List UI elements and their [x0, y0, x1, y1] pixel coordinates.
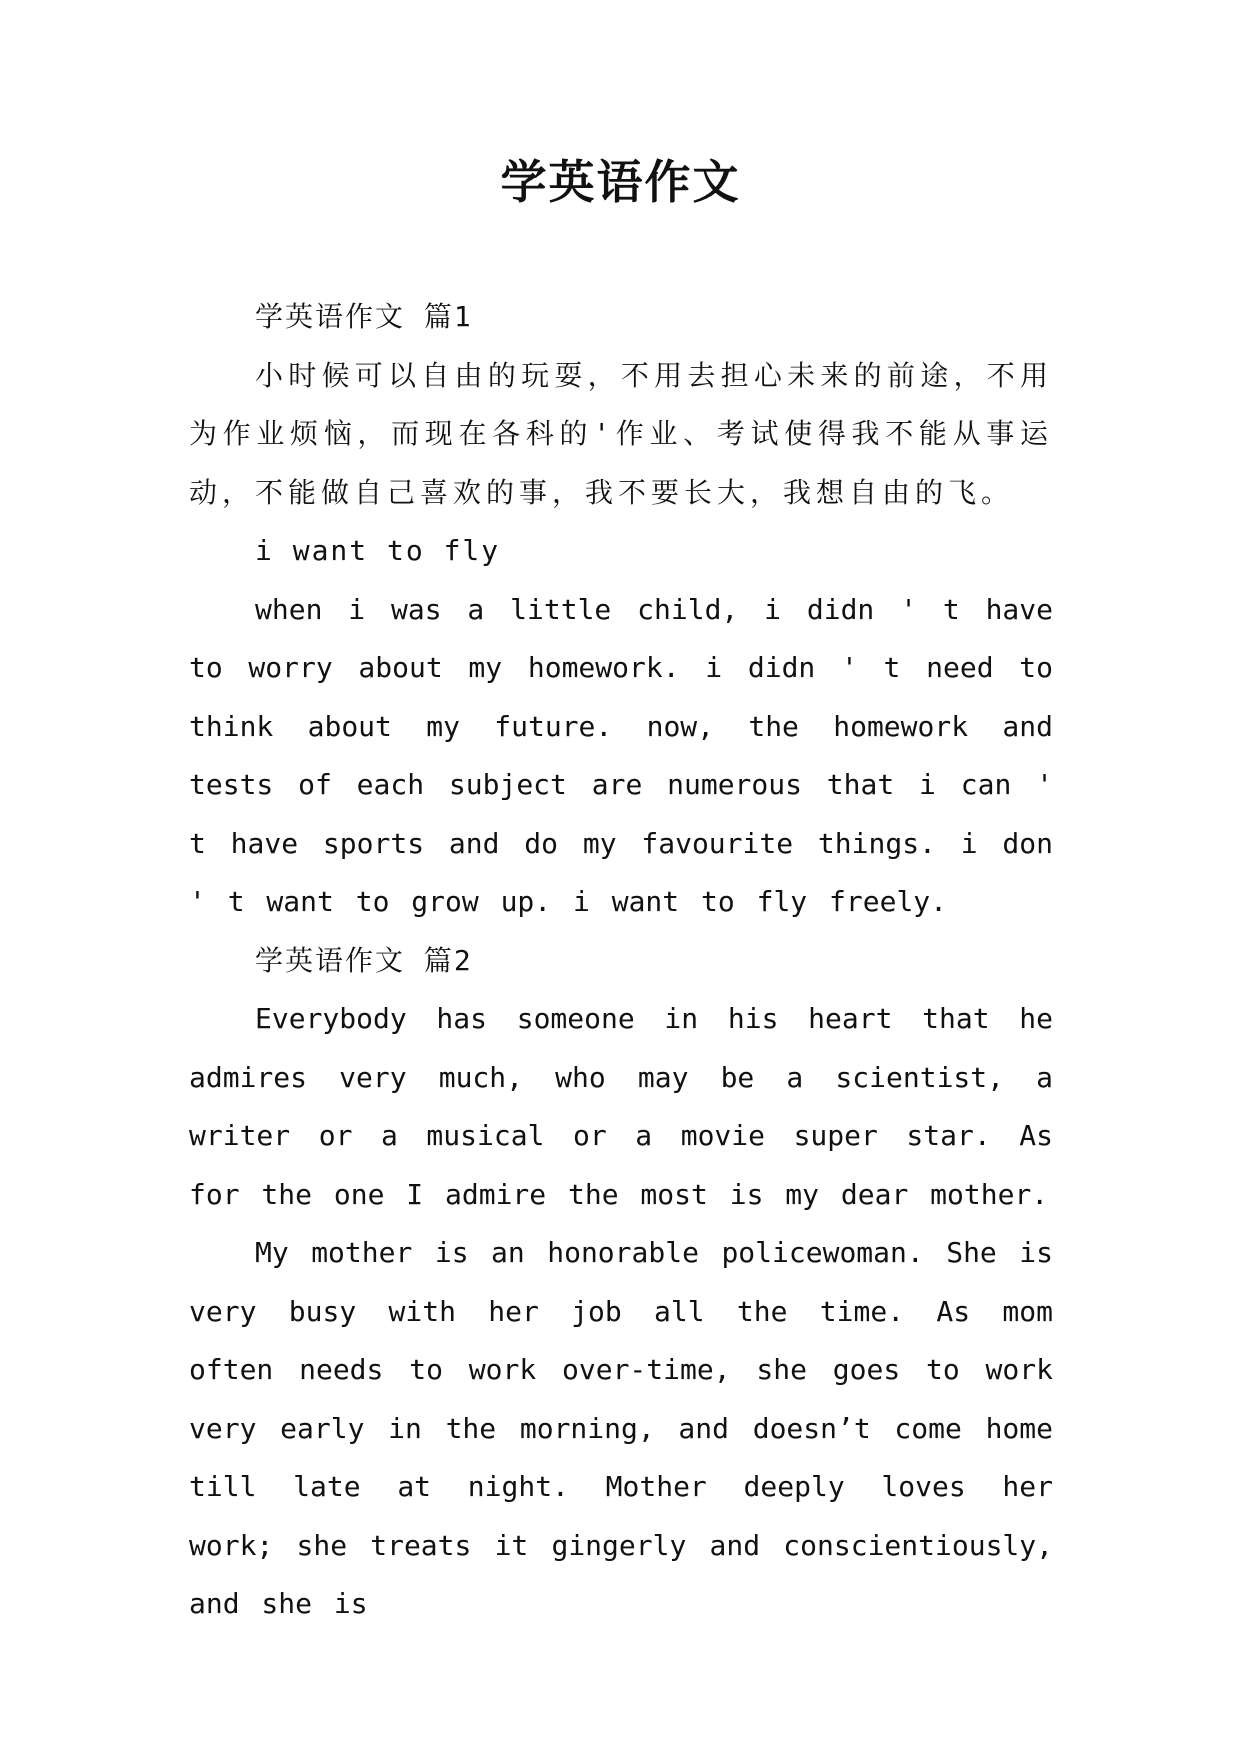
paragraph-chinese: 小时候可以自由的玩耍，不用去担心未来的前途，不用为作业烦恼，而现在各科的'作业、考试使得我不能从事运动，不能做自己喜欢的事，我不要长大，我想自由的飞。	[189, 358, 1053, 509]
section-heading-1: 学英语作文 篇1	[255, 300, 473, 333]
paragraph-english: when i was a little child, i didn ' t have to worry about my homework. i didn ' t need to think about my future. now, the homework and tests of each subject are numerous that i can ' t have sports and do my favourite things. i don ' t want to grow up. i want to fly freely.	[189, 592, 1053, 918]
paragraph-english-title: i want to fly	[255, 534, 501, 567]
paragraph-admire-intro: Everybody has someone in his heart that he admires very much, who may be a scientist, a writer or a musical or a movie super star. As for the one I admire the most is my dear mother.	[189, 1002, 1053, 1211]
document-body	[189, 288, 1053, 1634]
document-title: 学英语作文	[500, 155, 741, 209]
paragraph-mother: My mother is an honorable policewoman. She is very busy with her job all the time. As mom often needs to work over-time, she goes to work very early in the morning, and doesn’t come home till late at night. Mother deeply loves her work; she treats it gingerly and conscientiously, and she is	[189, 1236, 1053, 1620]
section-heading-2: 学英语作文 篇2	[255, 943, 473, 977]
